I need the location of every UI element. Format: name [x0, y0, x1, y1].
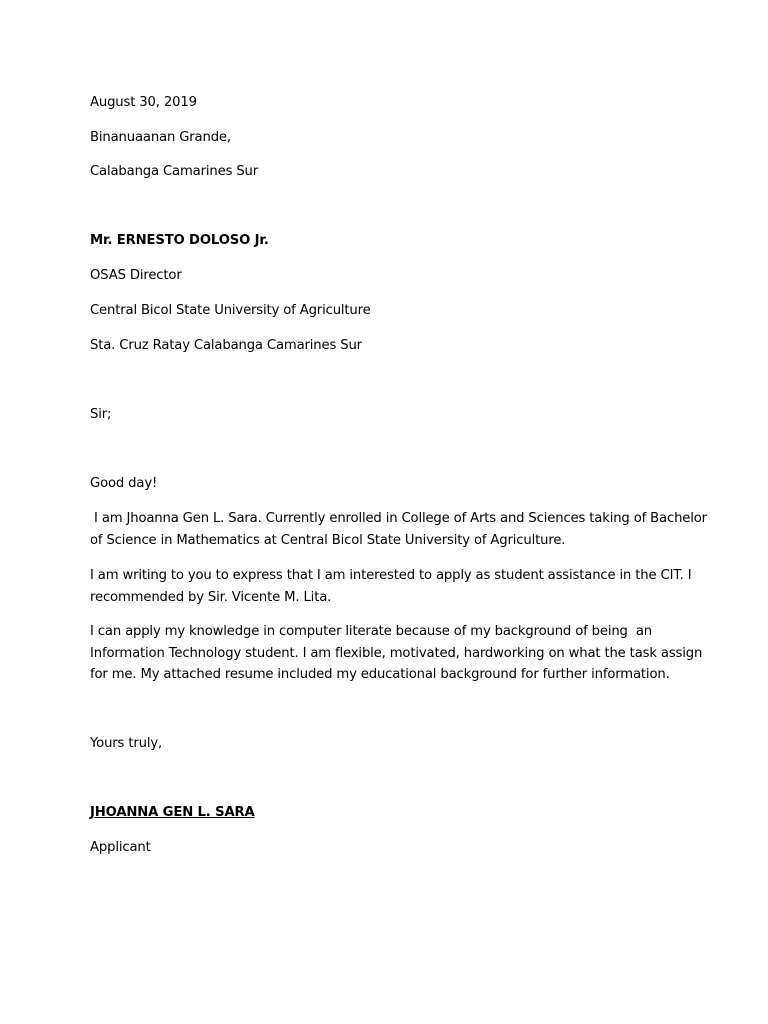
body-paragraph-2-line-1: I am writing to you to express that I am interested to apply as student assistance in the CIT. I — [90, 568, 692, 583]
body-paragraph-3-line-3: for me. My attached resume included my educational background for further information. — [90, 667, 670, 683]
body-paragraph-2 — [90, 565, 692, 608]
body-paragraph-1-line-2: of Science in Mathematics at Central Bicol State University of Agriculture. — [90, 532, 566, 548]
recipient-title: OSAS Director — [90, 268, 182, 283]
closing: Yours truly, — [90, 736, 163, 751]
sender-address-line-2: Calabanga Camarines Sur — [90, 164, 259, 179]
body-paragraph-1 — [90, 508, 707, 551]
sender-address-line-1: Binanuaanan Grande, — [90, 130, 231, 145]
body-paragraph-3 — [90, 621, 703, 686]
signatory-name: JHOANNA GEN L. SARA — [90, 805, 255, 820]
salutation: Sir; — [90, 407, 112, 422]
greeting: Good day! — [90, 476, 158, 491]
letter-date: August 30, 2019 — [90, 95, 197, 110]
recipient-address: Sta. Cruz Ratay Calabanga Camarines Sur — [90, 338, 362, 353]
body-paragraph-3-line-1: I can apply my knowledge in computer literate because of my background of being an — [90, 624, 652, 639]
body-paragraph-2-line-2: recommended by Sir. Vicente M. Lita. — [90, 589, 332, 605]
recipient-name: Mr. ERNESTO DOLOSO Jr. — [90, 233, 269, 248]
signatory-role: Applicant — [90, 840, 151, 855]
recipient-institution: Central Bicol State University of Agriculture — [90, 303, 371, 318]
body-paragraph-3-line-2: Information Technology student. I am flexible, motivated, hardworking on what the task assign — [90, 645, 703, 661]
body-paragraph-1-line-1: I am Jhoanna Gen L. Sara. Currently enrolled in College of Arts and Sciences taking of Bachelor — [90, 511, 707, 526]
